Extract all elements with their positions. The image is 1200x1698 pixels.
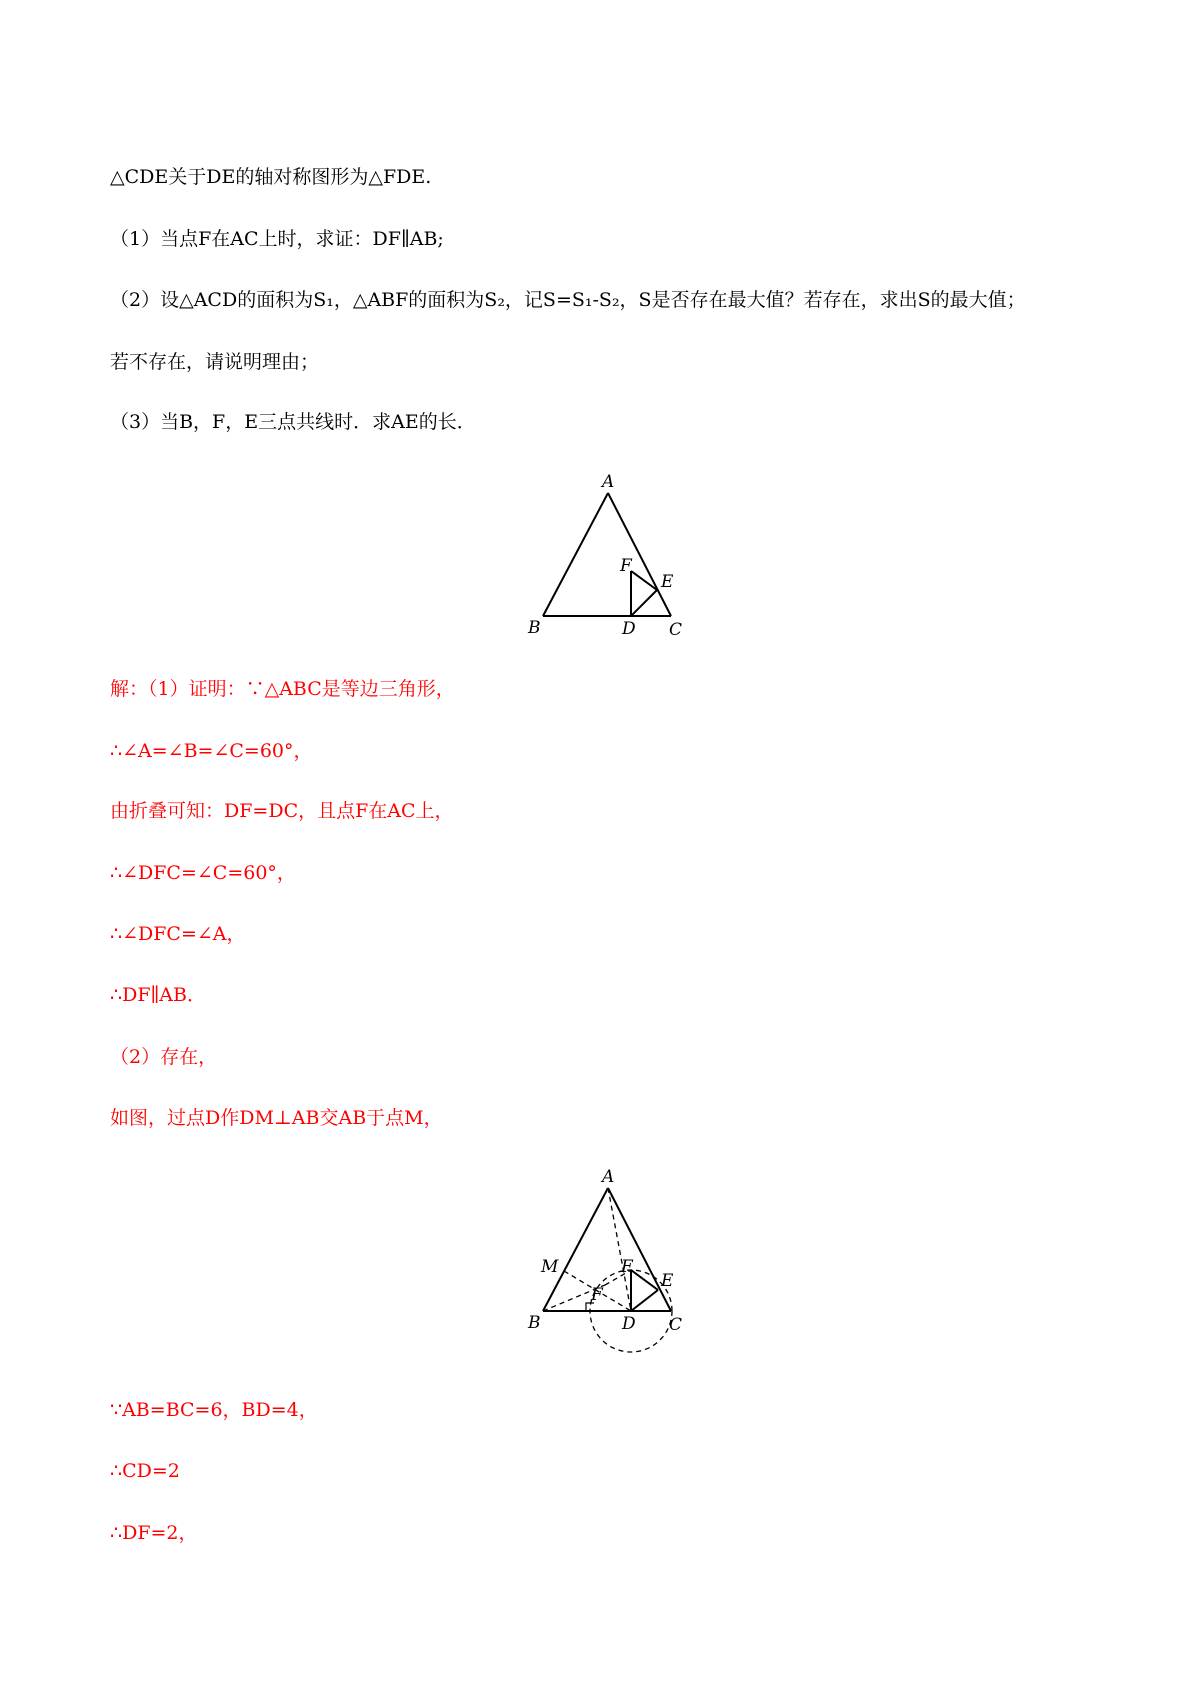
solution-line-8: 如图，过点D作DM⊥AB交AB于点M， [110,1107,443,1129]
question-3: （3）当B，F，E三点共线时．求AE的长． [110,411,476,433]
triangle-figure-2 [500,1160,700,1370]
label-a: A [602,1167,615,1187]
label-e: E [661,1271,674,1291]
segment-de [631,590,657,616]
label-f-top: F [621,1257,633,1277]
solution-line-9: ∵AB=BC=6，BD=4， [110,1399,318,1421]
solution-line-3: 由折叠可知：DF=DC，且点F在AC上， [110,800,454,822]
label-d: D [622,1314,636,1334]
triangle-figure-1 [500,465,700,640]
solution-line-5: ∴∠DFC=∠A， [110,923,246,945]
question-2-line-1: （2）设△ACD的面积为S₁，△ABF的面积为S₂，记S=S₁-S₂，S是否存在最大值？若存在，求出S的最大值； [110,289,1026,311]
label-f-mid: F [591,1285,603,1305]
question-1: （1）当点F在AC上时，求证：DF∥AB; [110,228,444,250]
label-b: B [528,618,541,638]
problem-intro: △CDE关于DE的轴对称图形为△FDE. [110,166,432,188]
solution-line-6: ∴DF∥AB． [110,984,206,1006]
label-e: E [661,572,674,592]
label-m: M [541,1257,559,1277]
label-c: C [669,1315,683,1335]
label-a: A [602,472,615,492]
side-ac [608,493,671,616]
solution-line-11: ∴DF=2， [110,1522,198,1544]
solution-line-1: 解：（1）证明：∵△ABC是等边三角形， [110,678,455,700]
label-f: F [620,556,632,576]
solution-line-2: ∴∠A=∠B=∠C=60°， [110,740,313,762]
label-c: C [669,620,683,640]
solution-line-4: ∴∠DFC=∠C=60°， [110,862,296,884]
label-d: D [622,619,636,639]
question-2-line-2: 若不存在，请说明理由； [110,351,320,373]
label-b: B [528,1313,541,1333]
side-ac [608,1188,671,1311]
dashed-ad [608,1188,631,1311]
solution-line-7: （2）存在， [110,1046,218,1068]
side-ab [543,493,608,616]
solution-line-10: ∴CD=2 [110,1460,180,1482]
segment-de [631,1290,658,1311]
